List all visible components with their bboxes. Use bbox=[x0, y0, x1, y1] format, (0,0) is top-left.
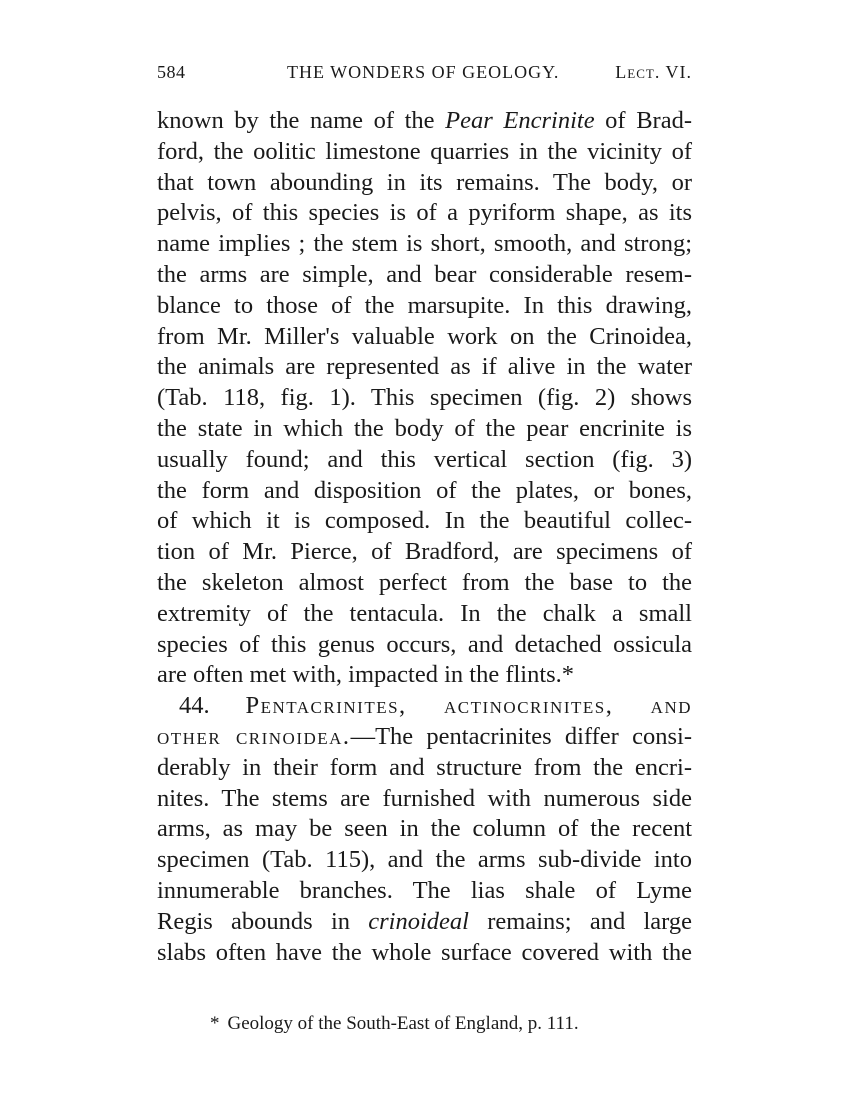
text-line: slabs often have the whole surface covered with the bbox=[157, 938, 692, 966]
italic-term: Pear Encrinite bbox=[445, 107, 595, 134]
text-line: nites. The stems are furnished with numerous side bbox=[157, 784, 692, 812]
text-line: from Mr. Miller's valuable work on the Crinoidea, bbox=[157, 322, 692, 350]
text-line: specimen (Tab. 115), and the arms sub-divide into bbox=[157, 846, 692, 874]
text-line: pelvis, of this species is of a pyriform shape, as its bbox=[157, 199, 692, 227]
italic-term: crinoideal bbox=[368, 907, 469, 935]
text-line: derably in their form and structure from the encri- bbox=[157, 753, 692, 781]
text-line bbox=[157, 722, 692, 753]
text-line: the animals are represented as if alive in the water bbox=[157, 353, 692, 381]
text-line: tion of Mr. Pierce, of Bradford, are specimens of bbox=[157, 538, 692, 566]
text-line: the arms are simple, and bear considerable resem- bbox=[157, 260, 692, 288]
text-span: Regis abounds in bbox=[157, 907, 369, 935]
page-number: 584 bbox=[157, 62, 186, 82]
text-line: (Tab. 118, fig. 1). This specimen (fig. 2) shows bbox=[157, 384, 692, 412]
text-line: species of this genus occurs, and detached ossicula bbox=[157, 630, 692, 658]
paragraph-2 bbox=[157, 691, 692, 968]
footnote-marker: * bbox=[210, 1013, 220, 1034]
text-line: the skeleton almost perfect from the base to the bbox=[157, 568, 692, 596]
text-line: usually found; and this vertical section (fig. 3) bbox=[157, 445, 692, 473]
lecture-label: Lect. VI. bbox=[615, 62, 692, 82]
text-line bbox=[157, 907, 692, 938]
text-line: ford, the oolitic limestone quarries in the vicinity of bbox=[157, 137, 692, 165]
text-line: innumerable branches. The lias shale of Lyme bbox=[157, 876, 692, 904]
text-span: of Brad- bbox=[594, 107, 692, 134]
text-line: are often met with, impacted in the flints.* bbox=[157, 661, 575, 689]
running-title: THE WONDERS OF GEOLOGY. bbox=[287, 62, 560, 82]
text-span: remains; and large bbox=[468, 907, 692, 935]
footnote bbox=[210, 1013, 579, 1035]
text-line: extremity of the tentacula. In the chalk a small bbox=[157, 599, 692, 627]
text-line: name implies ; the stem is short, smooth, and strong; bbox=[157, 230, 692, 258]
text-line bbox=[157, 106, 692, 137]
text-line: the form and disposition of the plates, or bones, bbox=[157, 476, 692, 504]
footnote-text: Geology of the South-East of England, p. 111. bbox=[227, 1013, 579, 1034]
text-line: of which it is composed. In the beautiful collec- bbox=[157, 507, 692, 535]
text-line: the state in which the body of the pear encrinite is bbox=[157, 414, 692, 442]
text-line: that town abounding in its remains. The body, or bbox=[157, 168, 692, 196]
text-line: blance to those of the marsupite. In this drawing, bbox=[157, 291, 692, 319]
body-text bbox=[157, 106, 692, 968]
paragraph-1 bbox=[157, 106, 692, 691]
text-span: —The pentacrinites differ consi- bbox=[350, 722, 692, 750]
text-line: arms, as may be seen in the column of the recent bbox=[157, 815, 692, 843]
section-number: 44. bbox=[179, 692, 210, 720]
section-heading-continued: other crinoidea. bbox=[157, 722, 351, 750]
section-heading: Pentacrinites, actinocrinites, and bbox=[245, 692, 692, 720]
section-heading-line bbox=[157, 691, 692, 722]
running-header bbox=[157, 62, 692, 92]
text-span: known by the name of the bbox=[157, 107, 446, 134]
